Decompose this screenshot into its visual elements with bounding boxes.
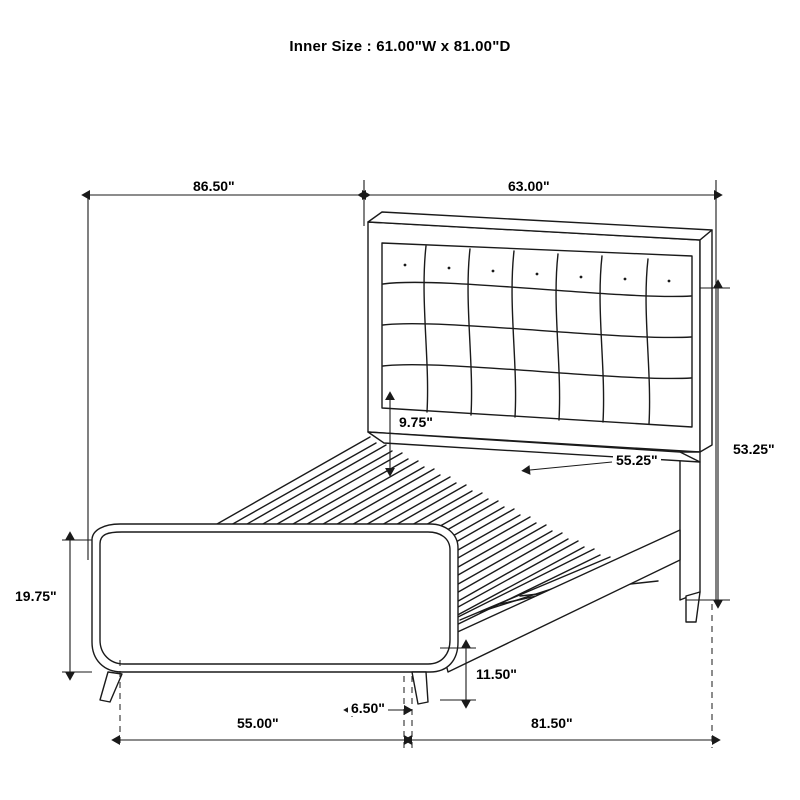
dimension-label-mattress-height: 55.25": [613, 452, 661, 468]
dimension-label-bottom-right: 81.50": [528, 715, 576, 731]
dimension-label-leg-offset: 6.50": [348, 700, 388, 716]
dimension-label-headboard-pad: 9.75": [396, 414, 436, 430]
dimension-label-foot-height: 19.75": [12, 588, 60, 604]
page-title: Inner Size : 61.00"W x 81.00"D: [289, 38, 511, 55]
dimension-label-right-outer: 53.25": [730, 441, 778, 457]
dimension-label-clearance: 11.50": [473, 666, 520, 682]
dimension-label-bottom-left: 55.00": [234, 715, 282, 731]
dimension-label-top-right: 63.00": [505, 178, 553, 194]
dimension-label-top-left: 86.50": [190, 178, 238, 194]
